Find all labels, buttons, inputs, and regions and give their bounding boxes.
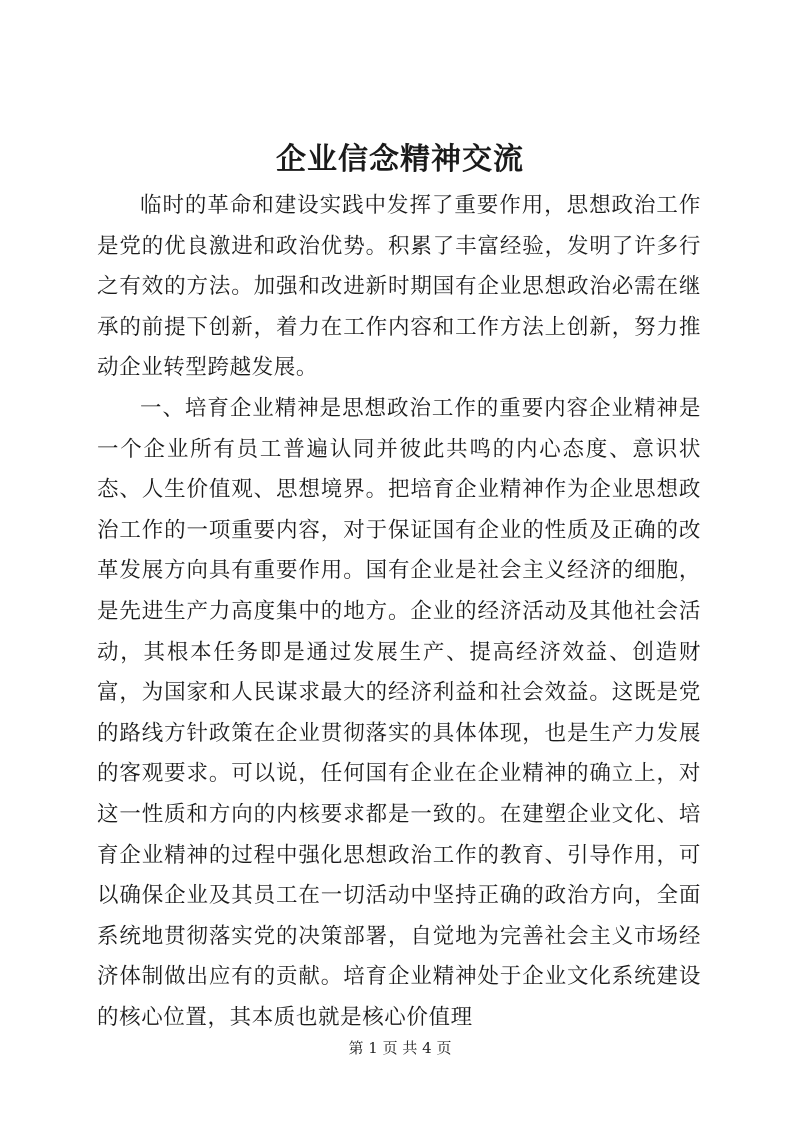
paragraph-intro: 临时的革命和建设实践中发挥了重要作用，思想政治工作是党的优良激进和政治优势。积累了丰富经验，发明了许多行之有效的方法。加强和改进新时期国有企业思想政治必需在继承的前提下创新，着力在工作内容和工作方法上创新，努力推动企业转型跨越发展。 — [97, 193, 701, 381]
document-title: 企业信念精神交流 — [276, 142, 524, 177]
paragraph-section-one: 一、培育企业精神是思想政治工作的重要内容企业精神是一个企业所有员工普遍认同并彼此共鸣的内心态度、意识状态、人生价值观、思想境界。把培育企业精神作为企业思想政治工作的一项重要内容，对于保证国有企业的性质及正确的改革发展方向具有重要作用。国有企业是社会主义经济的细胞，是先进生产力高度集中的地方。企业的经济活动及其他社会活动，其根本任务即是通过发展生产、提高经济效益、创造财富，为国家和人民谋求最大的经济利益和社会效益。这既是党的路线方针政策在企业贯彻落实的具体体现，也是生产力发展的客观要求。可以说，任何国有企业在企业精神的确立上，对这一性质和方向的内核要求都是一致的。在建塑企业文化、培育企业精神的过程中强化思想政治工作的教育、引导作用，可以确保企业及其员工在一切活动中坚持正确的政治方向，全面系统地贯彻落实党的决策部署，自觉地为完善社会主义市场经济体制做出应有的贡献。培育企业精神处于企业文化系统建设的核心位置，其本质也就是核心价值理 — [97, 395, 701, 1030]
document-body — [97, 186, 701, 1038]
page-number-footer: 第 1 页 共 4 页 — [348, 1039, 452, 1057]
